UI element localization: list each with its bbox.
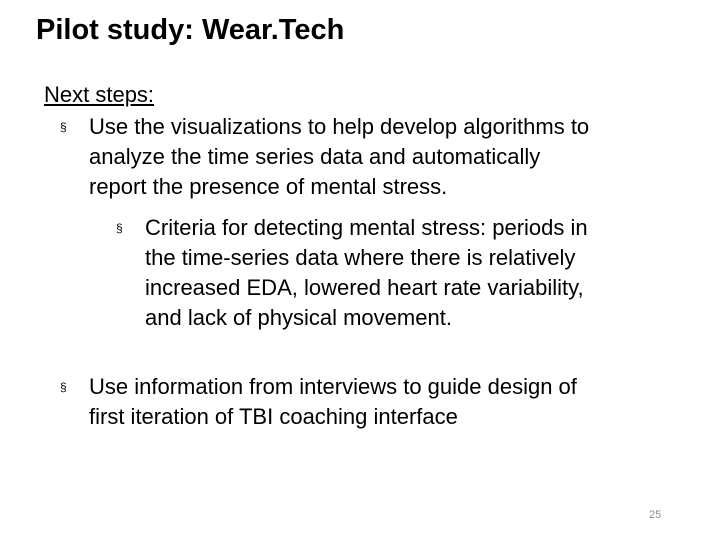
bullet-line: and lack of physical movement. bbox=[145, 305, 452, 330]
bullet-marker-icon: § bbox=[116, 221, 123, 235]
next-steps-heading: Next steps: bbox=[44, 82, 155, 107]
bullet-line: Criteria for detecting mental stress: periods in bbox=[145, 215, 588, 240]
bullet-line: the time-series data where there is relatively bbox=[145, 245, 576, 270]
bullet-line: Use information from interviews to guide design of bbox=[89, 374, 577, 399]
bullet-line: increased EDA, lowered heart rate variability, bbox=[145, 275, 584, 300]
sub-bullet-text bbox=[145, 213, 685, 333]
bullet-item bbox=[60, 112, 689, 202]
sub-bullet-item bbox=[116, 213, 685, 333]
bullet-line: first iteration of TBI coaching interface bbox=[89, 404, 458, 429]
bullet-marker-icon: § bbox=[60, 120, 67, 134]
slide-title: Pilot study: Wear.Tech bbox=[36, 14, 345, 46]
bullet-text bbox=[89, 372, 689, 432]
bullet-item bbox=[60, 372, 689, 432]
page-number: 25 bbox=[649, 509, 662, 521]
bullet-marker-icon: § bbox=[60, 380, 67, 394]
bullet-text bbox=[89, 112, 689, 202]
bullet-line: Use the visualizations to help develop algorithms to bbox=[89, 114, 590, 139]
bullet-line: report the presence of mental stress. bbox=[89, 174, 448, 199]
bullet-line: analyze the time series data and automatically bbox=[89, 144, 541, 169]
